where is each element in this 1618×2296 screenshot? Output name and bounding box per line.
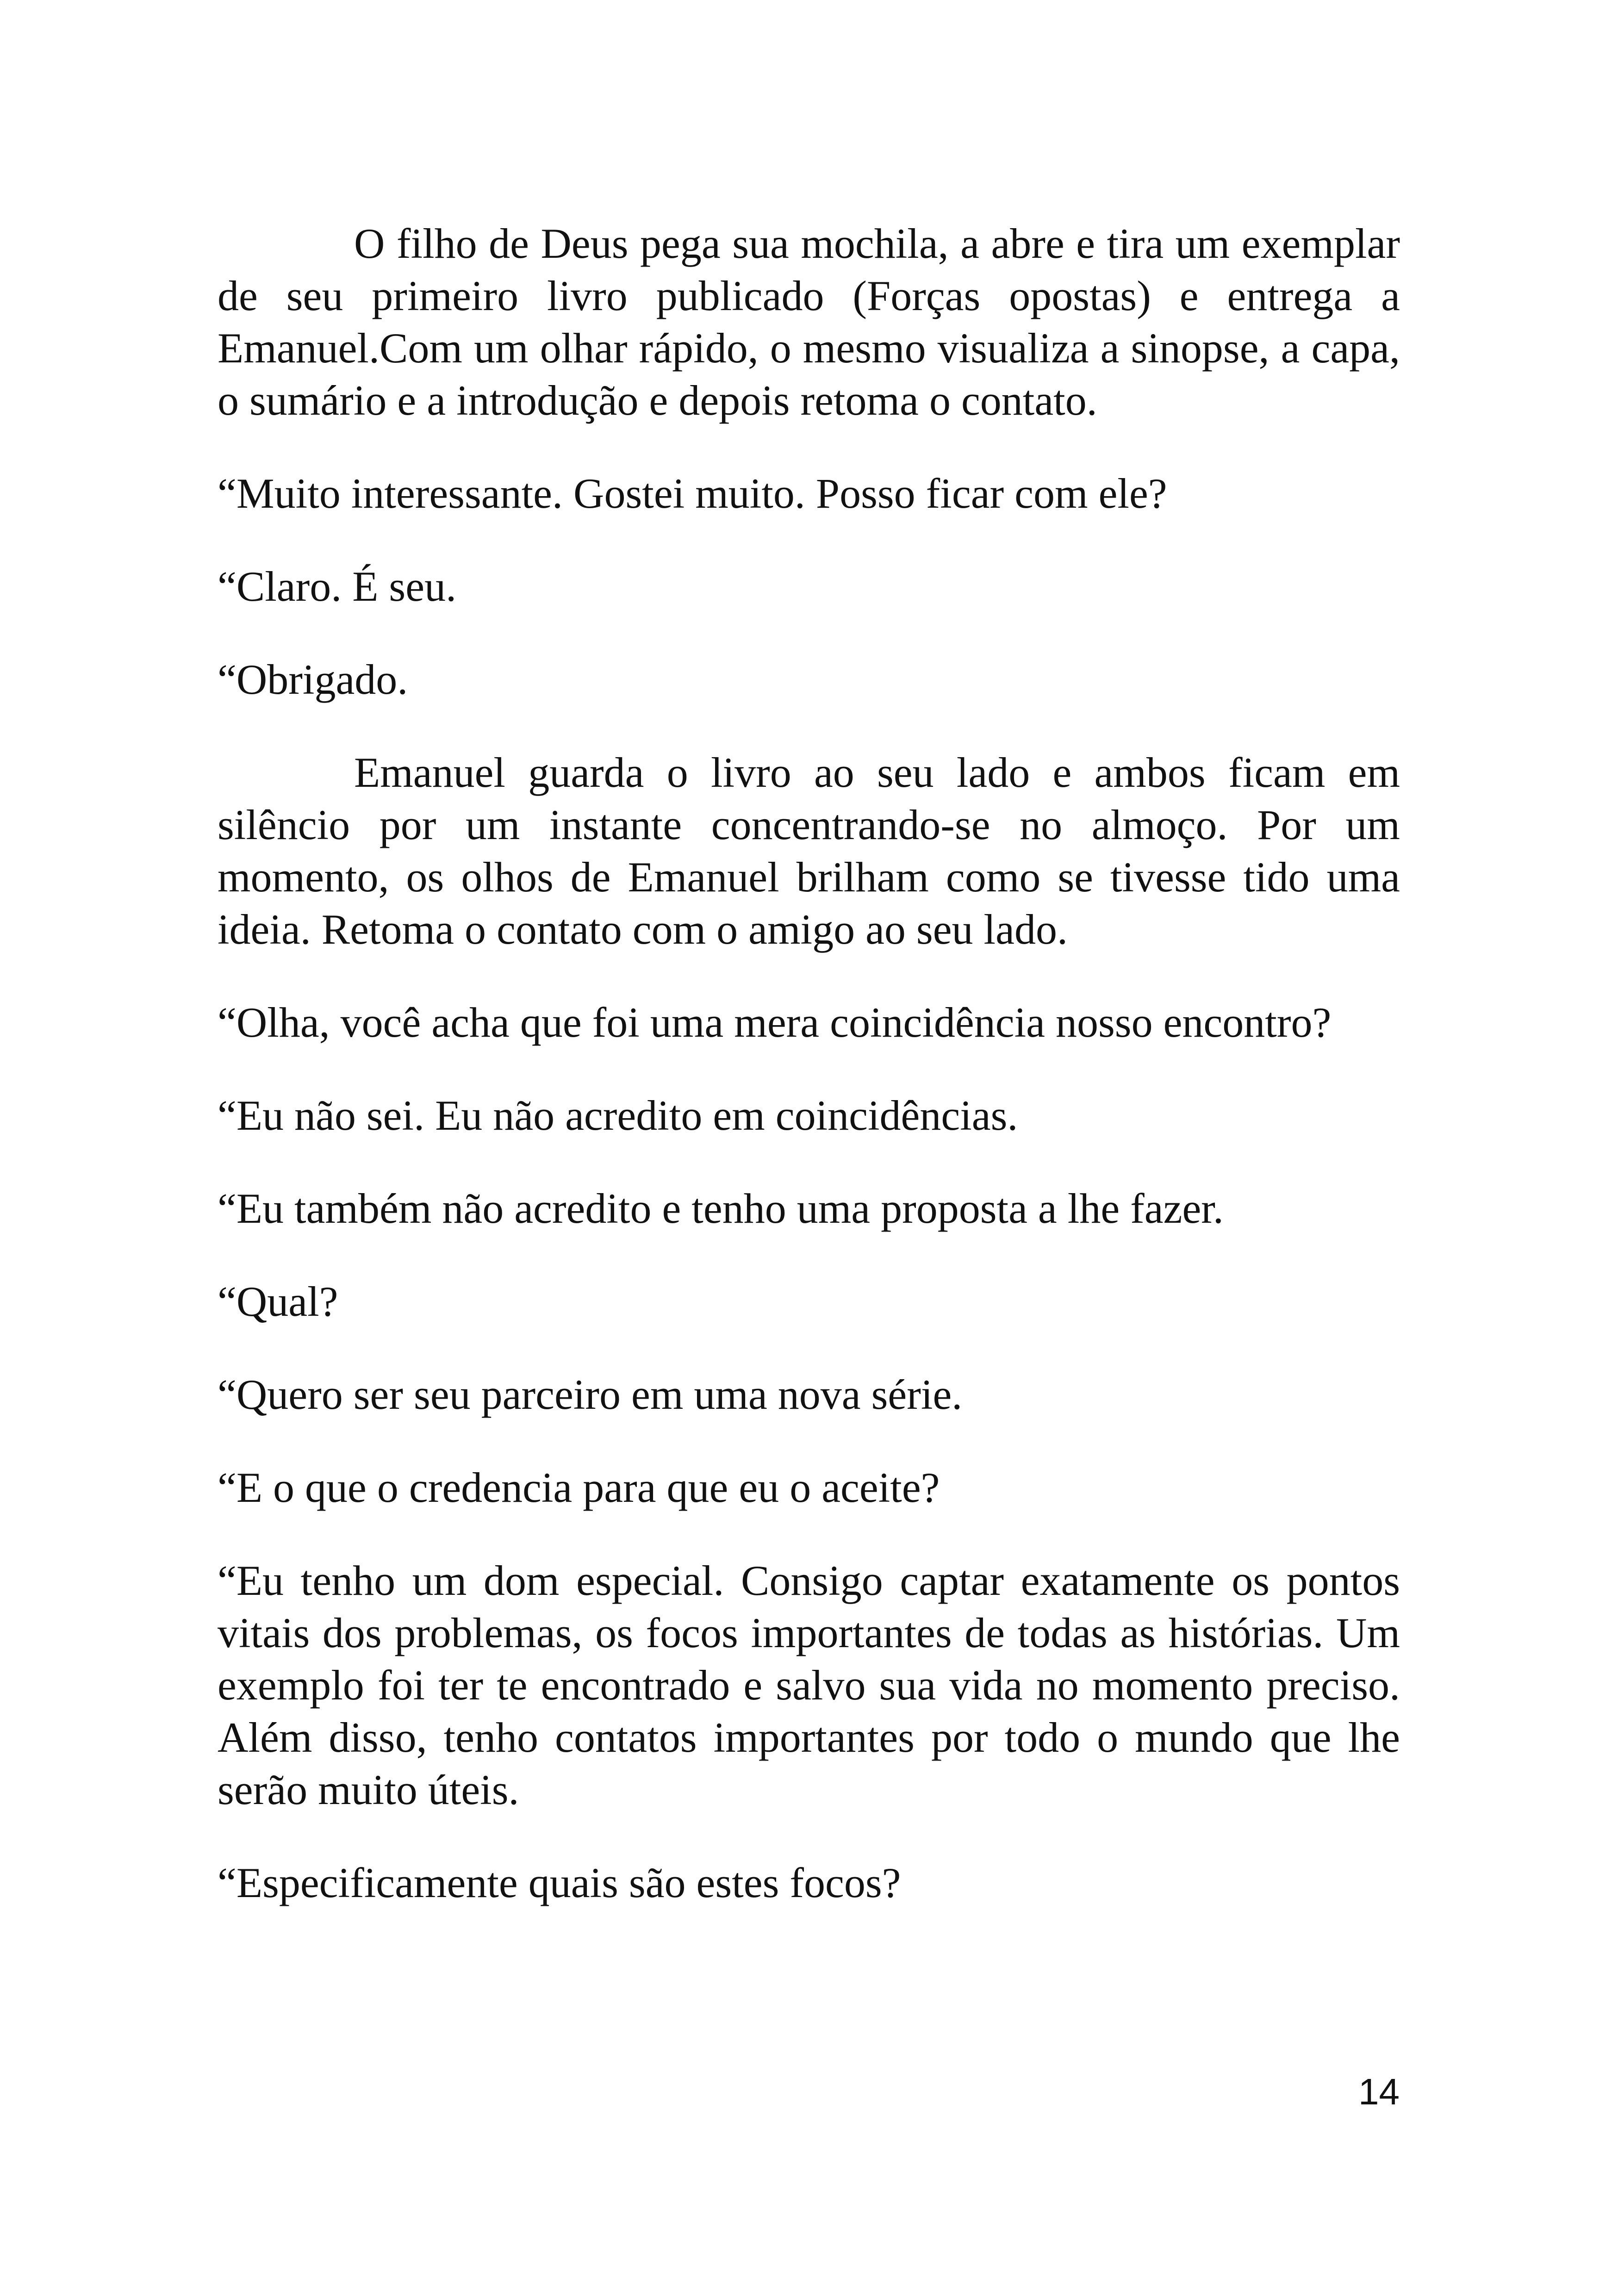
dialogue-line: “Eu também não acredito e tenho uma proposta a lhe fazer. bbox=[218, 1185, 1224, 1232]
dialogue-line: “Olha, você acha que foi uma mera coincidência nosso encontro? bbox=[218, 999, 1332, 1046]
page-body bbox=[218, 218, 1400, 1950]
dialogue-line: “Eu tenho um dom especial. Consigo captar exatamente os pontos vitais dos problemas, os focos importantes de todas as histórias. Um exemplo foi ter te encontrado e salvo sua vida no momento preciso. Além disso, tenho contatos importantes por todo o mundo que lhe serão muito úteis. bbox=[218, 1557, 1400, 1813]
dialogue-line: “Eu não sei. Eu não acredito em coincidências. bbox=[218, 1092, 1018, 1139]
paragraph: O filho de Deus pega sua mochila, a abre e tira um exemplar de seu primeiro livro publicado (Forças opostas) e entrega a Emanuel.Com um olhar rápido, o mesmo visualiza a sinopse, a capa, o sumário e a introdução e depois retoma o contato. bbox=[218, 220, 1400, 424]
dialogue-line: “Obrigado. bbox=[218, 656, 408, 703]
page-number: 14 bbox=[1358, 2071, 1400, 2112]
dialogue-line: “Claro. É seu. bbox=[218, 563, 457, 610]
dialogue-line: “Muito interessante. Gostei muito. Posso ficar com ele? bbox=[218, 470, 1167, 517]
dialogue-line: “Especificamente quais são estes focos? bbox=[218, 1859, 901, 1906]
paragraph: Emanuel guarda o livro ao seu lado e ambos ficam em silêncio por um instante concentrando-se no almoço. Por um momento, os olhos de Emanuel brilham como se tivesse tido uma ideia. Retoma o contato com o amigo ao seu lado. bbox=[218, 749, 1400, 953]
dialogue-line: “Quero ser seu parceiro em uma nova série. bbox=[218, 1371, 963, 1418]
dialogue-line: “E o que o credencia para que eu o aceite? bbox=[218, 1464, 940, 1511]
dialogue-line: “Qual? bbox=[218, 1278, 338, 1325]
